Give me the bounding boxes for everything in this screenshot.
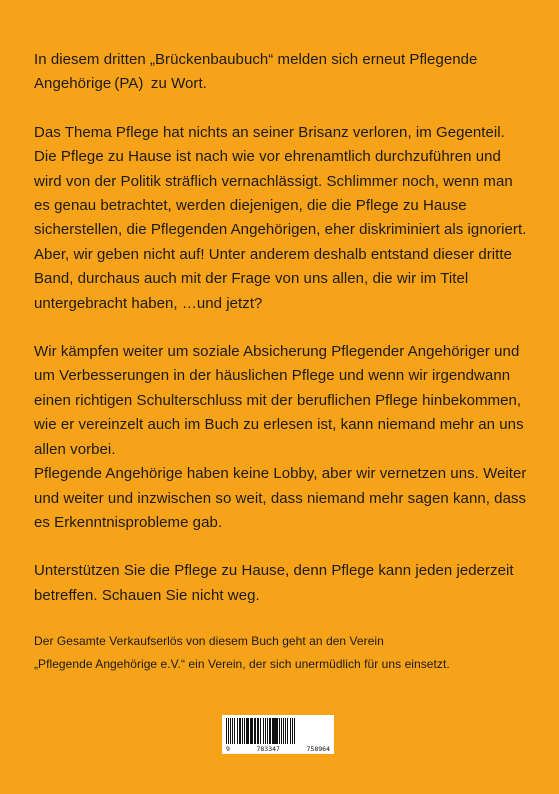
situation-paragraph: Das Thema Pflege hat nichts an seiner Brisanz verloren, im Gegenteil. Die Pflege zu Hause ist nach wie vor ehrenamtlich durchzuführen und wird von der Politik sträflich vernachlässigt. Schlimmer noch, wenn man es genau betrachtet, werden diejenigen, die die Pflege zu Hause sicherstellen, die Pflegenden Angehörigen, eher diskriminiert als ignoriert. Aber, wir geben nicht auf! Unter anderem deshalb entstand dieser dritte Band, durchaus auch mit der Frage von uns allen, die wir im Titel untergebracht haben, …und jetzt? bbox=[34, 123, 527, 312]
proceeds-note-line-2: „Pflegende Angehörige e.V.“ ein Verein, der sich unermüdlich für uns einsetzt. bbox=[34, 657, 450, 672]
barcode-space bbox=[295, 718, 296, 744]
barcode-left-digits: 783347 bbox=[256, 745, 280, 753]
isbn-barcode bbox=[222, 715, 334, 754]
barcode-bars bbox=[226, 718, 330, 744]
proceeds-note-line-1: Der Gesamte Verkaufserlös von diesem Buch geht an den Verein bbox=[34, 634, 384, 649]
appeal-paragraph: Unterstützen Sie die Pflege zu Hause, denn Pflege kann jeden jederzeit betreffen. Schauen Sie nicht weg. bbox=[34, 562, 514, 604]
demands-paragraph: Wir kämpfen weiter um soziale Absicherung Pflegender Angehöriger und um Verbesserungen in der häuslichen Pflege und wenn wir irgendwann einen richtigen Schulterschluss mit der beruflichen Pflege hinbekommen, wie er vereinzelt auch im Buch zu erlesen ist, kann niemand mehr an uns allen vorbei. bbox=[34, 343, 524, 458]
lobby-paragraph: Pflegende Angehörige haben keine Lobby, aber wir vernetzen uns. Weiter und weiter und inzwischen so weit, dass niemand mehr sagen kann, dass es Erkenntnisprobleme gab. bbox=[34, 465, 527, 531]
intro-paragraph: In diesem dritten „Brückenbaubuch“ melden sich erneut Pflegende Angehörige (PA) zu Wort. bbox=[34, 51, 478, 93]
barcode-first-digit: 9 bbox=[226, 745, 230, 753]
barcode-digits bbox=[226, 744, 330, 753]
barcode-right-digits: 758964 bbox=[306, 745, 330, 753]
back-cover-text bbox=[34, 48, 528, 676]
